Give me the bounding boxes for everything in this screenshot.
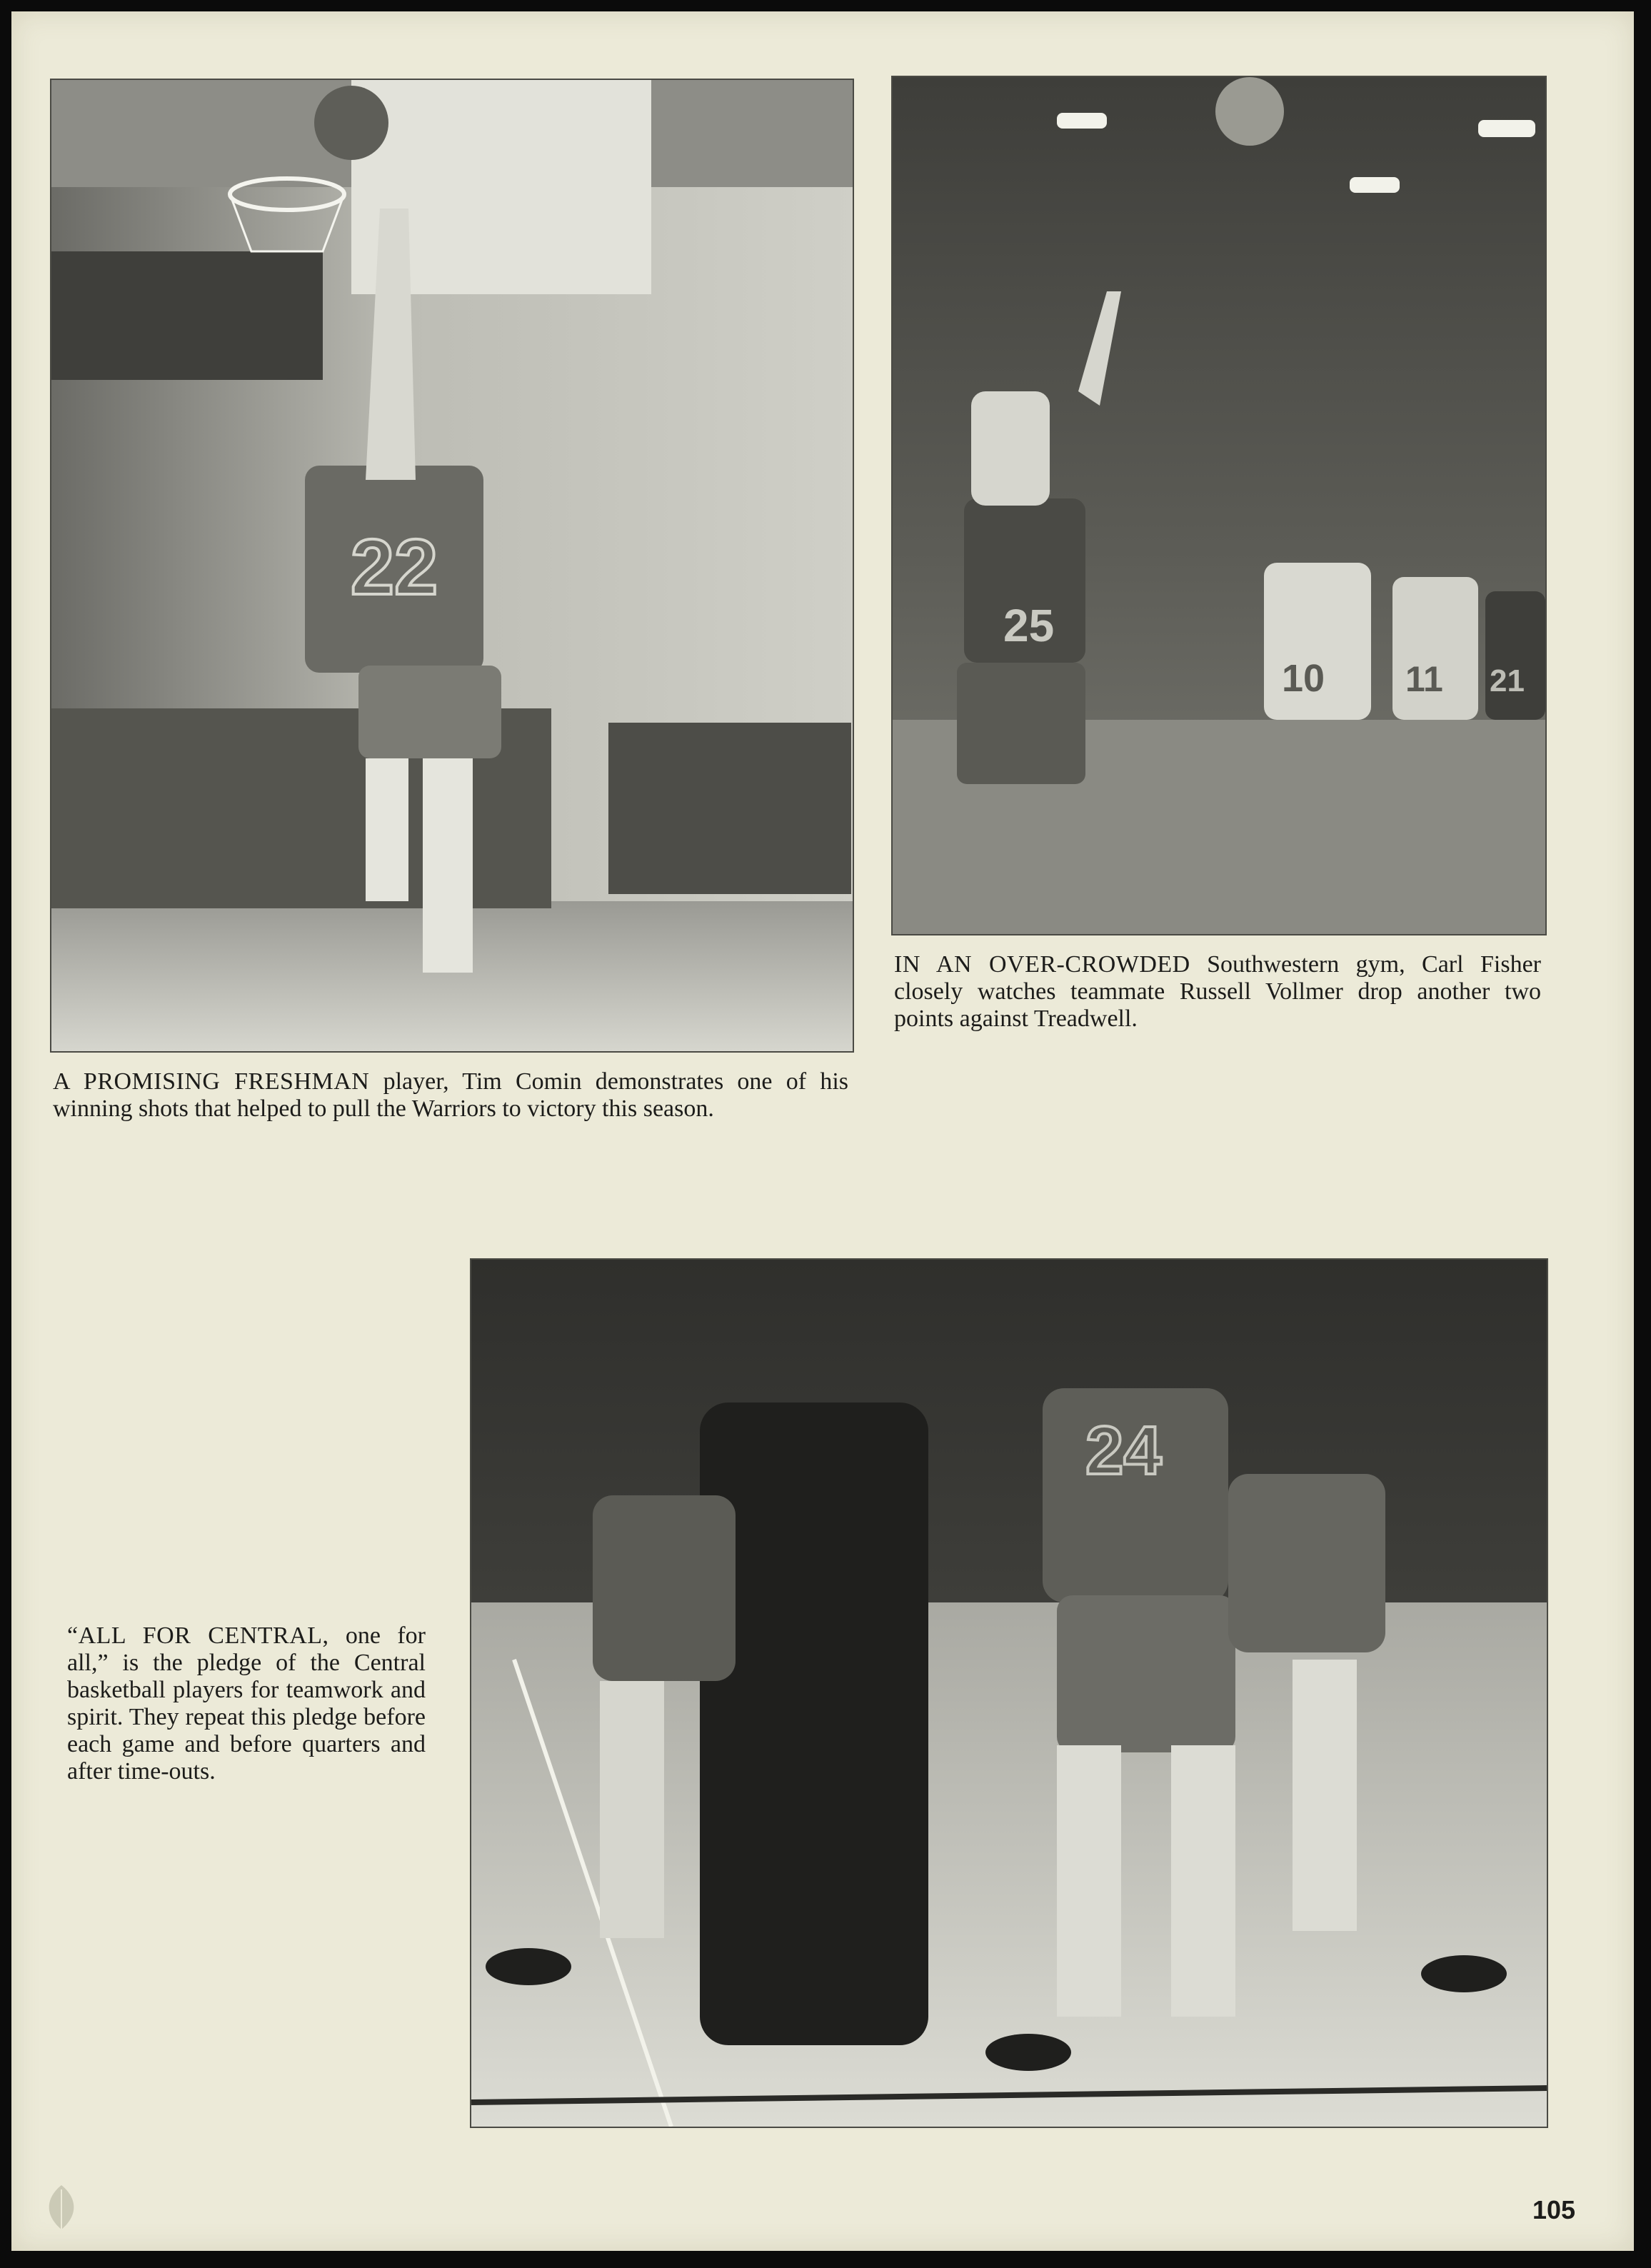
jersey-number-21: 21 <box>1490 663 1525 698</box>
photo-crowded-gym <box>891 76 1547 935</box>
jersey-number: 22 <box>350 523 438 611</box>
jersey-number-11: 11 <box>1405 659 1443 699</box>
jersey-number-24: 24 <box>1085 1413 1162 1489</box>
caption-freshman-body: player, Tim Comin demonstrates one of his winning shots that helped to pull the Warriors to victory this season. <box>53 1068 848 1122</box>
photo-freshman-layup <box>50 79 854 1053</box>
caption-crowded-gym <box>894 951 1541 1033</box>
caption-huddle-body: one for all,” is the pledge of the Central basketball players for teamwork and spirit. They repeat this pledge before each game and before quarters and after time-outs. <box>67 1622 426 1785</box>
jersey-number-25: 25 <box>1003 600 1055 651</box>
team-huddle-illustration <box>471 1260 1547 2127</box>
caption-huddle-lead: “ALL FOR CENTRAL, <box>67 1622 329 1649</box>
caption-huddle <box>67 1622 426 1785</box>
crowded-gym-illustration <box>893 77 1545 934</box>
leaf-watermark-icon <box>40 2182 83 2232</box>
caption-crowded-gym-lead: IN AN OVER-CROWDED <box>894 951 1190 978</box>
page-number: 105 <box>1532 2195 1576 2224</box>
jersey-number-10: 10 <box>1282 657 1325 700</box>
photo-team-huddle <box>470 1258 1548 2128</box>
caption-freshman <box>53 1068 848 1123</box>
caption-freshman-lead: A PROMISING FRESHMAN <box>53 1068 370 1095</box>
freshman-layup-illustration <box>51 80 853 1051</box>
yearbook-page <box>11 11 1634 2251</box>
caption-crowded-gym-body: Southwestern gym, Carl Fisher closely watches teammate Russell Vollmer drop another two points against Treadwell. <box>894 951 1542 1032</box>
